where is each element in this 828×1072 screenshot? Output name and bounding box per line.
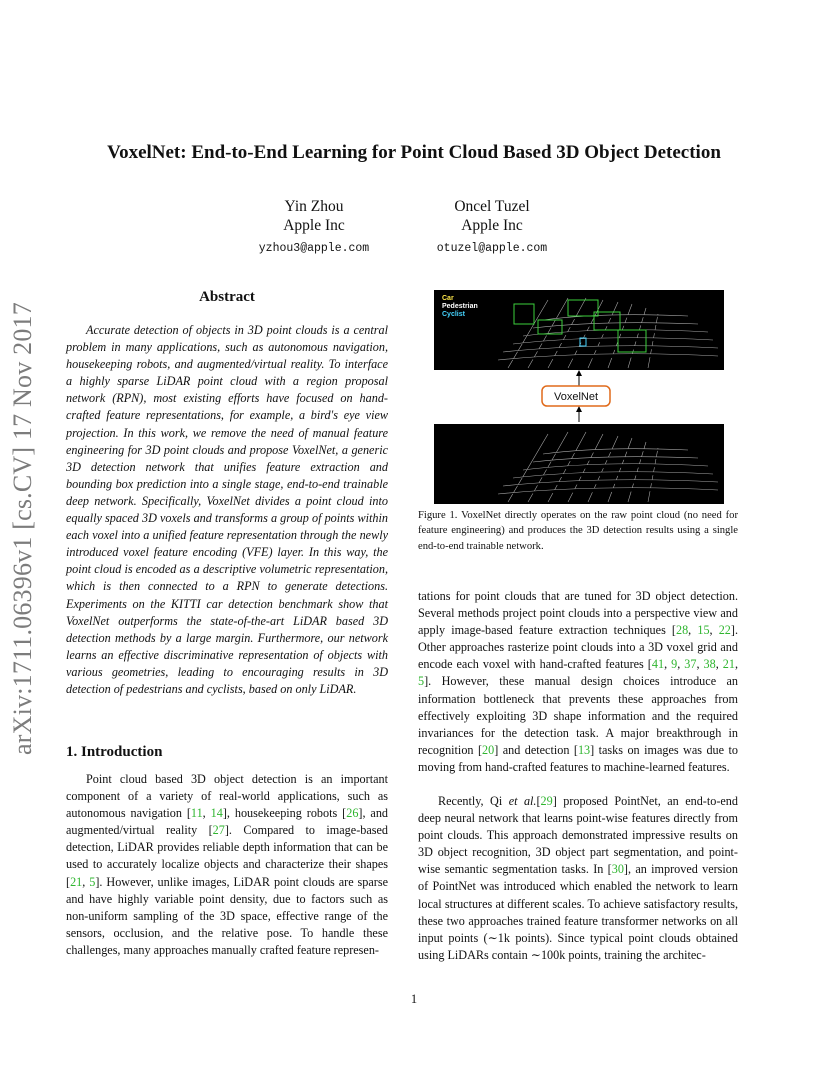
paper-title: VoxelNet: End-to-End Learning for Point Cloud Based 3D Object Detection [107,142,721,163]
legend-car: Car [442,295,454,302]
text-run: ]. Other approaches rasterize point clouds into a 3D voxel grid and encode each voxel with hand-crafted features [ [418,623,738,672]
text-run: , [696,657,704,672]
text-run: , [664,657,672,672]
voxelnet-label: VoxelNet [553,391,599,403]
text-run: , [734,657,739,672]
author-email[interactable]: otuzel@apple.com [436,242,548,255]
arrow-head-top [576,370,582,376]
text-run: ] and detection [ [494,742,578,757]
author-2 [392,197,592,258]
text-run: , [715,657,723,672]
intro-heading: 1. Introduction [66,744,163,760]
text-run: ]. However, these manual design choices introduce an information bottleneck that prevents these approaches from effectively exploiting 3D shape information and the required invariances for the detection task. A major breakthrough in recognition [ [418,674,738,757]
legend-pedestrian: Pedestrian [442,303,478,310]
citation-link[interactable]: 5 [89,874,96,889]
citation-link[interactable]: 37 [684,657,697,672]
text-run: ], an improved version of PointNet was introduced which enabled the network to learn local structures at different scales. To achieve satisfactory results, these two approaches trained feature transformer networks on all input points (∼1k points). Since typical point clouds obtained using LiDARs contain ∼100k points, training the architec- [418,862,738,962]
citation-link[interactable]: 15 [697,623,710,638]
arrow-head-bottom [576,406,582,412]
citation-link[interactable]: 26 [346,806,359,821]
abstract-heading: Abstract [199,289,255,305]
right-paragraph-2 [418,793,738,964]
author-email[interactable]: yzhou3@apple.com [258,242,370,255]
italic-text: et al. [508,794,537,808]
author-1 [214,197,414,258]
author-name: Oncel Tuzel [454,198,530,215]
text-run: ]. However, unlike images, LiDAR point clouds are sparse and have highly variable point density, due to factors such as non-uniform sampling of the 3D space, effective range of the sensors, occlusion, and the relative pose. To handle these challenges, many approaches manually crafted feature represen- [66,874,389,957]
citation-link[interactable]: 41 [651,657,665,672]
text-run: , [677,657,685,672]
page-number: 1 [410,992,418,1006]
citation-link[interactable]: 11 [190,806,203,821]
text-run: , [202,806,211,821]
text-run: , [709,623,719,638]
author-name: Yin Zhou [284,198,344,215]
text-run: Recently, Qi [438,794,509,808]
author-affiliation: Apple Inc [283,217,345,234]
text-run: ]. Compared to image-based detection, LiDAR provides reliable depth information that can be used to accurately localize objects and characterize their shapes [ [66,823,388,889]
text-run: ] tasks on images was due to moving from hand-crafted features to machine-learned features. [418,742,738,774]
figure-1-graphic [418,290,728,520]
citation-link[interactable]: 28 [675,623,689,638]
citation-link[interactable]: 5 [418,674,425,689]
text-run: [ [536,794,541,808]
text-run: , [688,623,698,638]
right-paragraph-1 [418,588,738,776]
text-run: ] proposed PointNet, an end-to-end deep neural network that learns point-wise features directly from point clouds. This approach demonstrated impressive results on 3D object recognition, 3D object part segmentation, and point-wise semantic segmentation tasks. In [ [418,794,738,877]
text-run: , [82,874,90,889]
intro-paragraph [66,771,388,959]
citation-link[interactable]: 22 [718,623,731,638]
citation-link[interactable]: 27 [212,823,225,838]
legend-cyclist: Cyclist [442,311,465,318]
citation-link[interactable]: 29 [540,794,553,808]
citation-link[interactable]: 21 [70,874,83,889]
citation-link[interactable]: 38 [703,657,716,672]
citation-link[interactable]: 20 [482,742,495,757]
abstract-text: Accurate detection of objects in 3D point clouds is a central problem in many applications, such as autonomous navigation, housekeeping robots, and augmented/virtual reality. To interface a highly sparse LiDAR point cloud with a region proposal network (RPN), most existing efforts have focused on hand-crafted feature representations, for example, a bird's eye view projection. In this work, we remove the need of manual feature engineering for 3D point clouds and propose VoxelNet, a generic 3D detection network that unifies feature extraction and bounding box prediction into a single stage, end-to-end trainable deep network. Specifically, VoxelNet divides a point cloud into equally spaced 3D voxels and transforms a group of points within each voxel into a unified feature representation through the newly introduced voxel feature encoding (VFE) layer. In this way, the point cloud is encoded as a descriptive volumetric representation, which is then connected to a RPN to generate detections. Experiments on the KITTI car detection benchmark show that VoxelNet outperforms the state-of-the-art LiDAR based 3D detection methods by a large margin. Furthermore, our network learns an effective discriminative representation of objects with various geometries, leading to encouraging results in 3D detection of pedestrians and cyclists, based on only LiDAR. [66,323,388,696]
citation-link[interactable]: 21 [722,657,735,672]
citation-link[interactable]: 9 [671,657,678,672]
arxiv-stamp: arXiv:1711.06396v1 [cs.CV] 17 Nov 2017 [8,302,37,755]
text-run: tations for point clouds that are tuned for 3D object detection. Several methods project point clouds into a perspective view and apply image-based feature extraction techniques [ [418,589,738,638]
text-run: ], and augmented/virtual reality [ [66,806,389,838]
text-run: Point cloud based 3D object detection is an important component of a variety of real-world applications, such as autonomous navigation [ [66,772,388,821]
author-affiliation: Apple Inc [461,217,523,234]
citation-link[interactable]: 14 [210,806,223,821]
figure-1 [418,290,738,568]
citation-link[interactable]: 13 [577,742,591,757]
text-run: ], housekeeping robots [ [222,806,347,821]
figure-caption: Figure 1. VoxelNet directly operates on the raw point cloud (no need for feature engineering) and produces the 3D detection results using a single end-to-end trainable network. [418,510,738,552]
citation-link[interactable]: 30 [611,862,624,877]
